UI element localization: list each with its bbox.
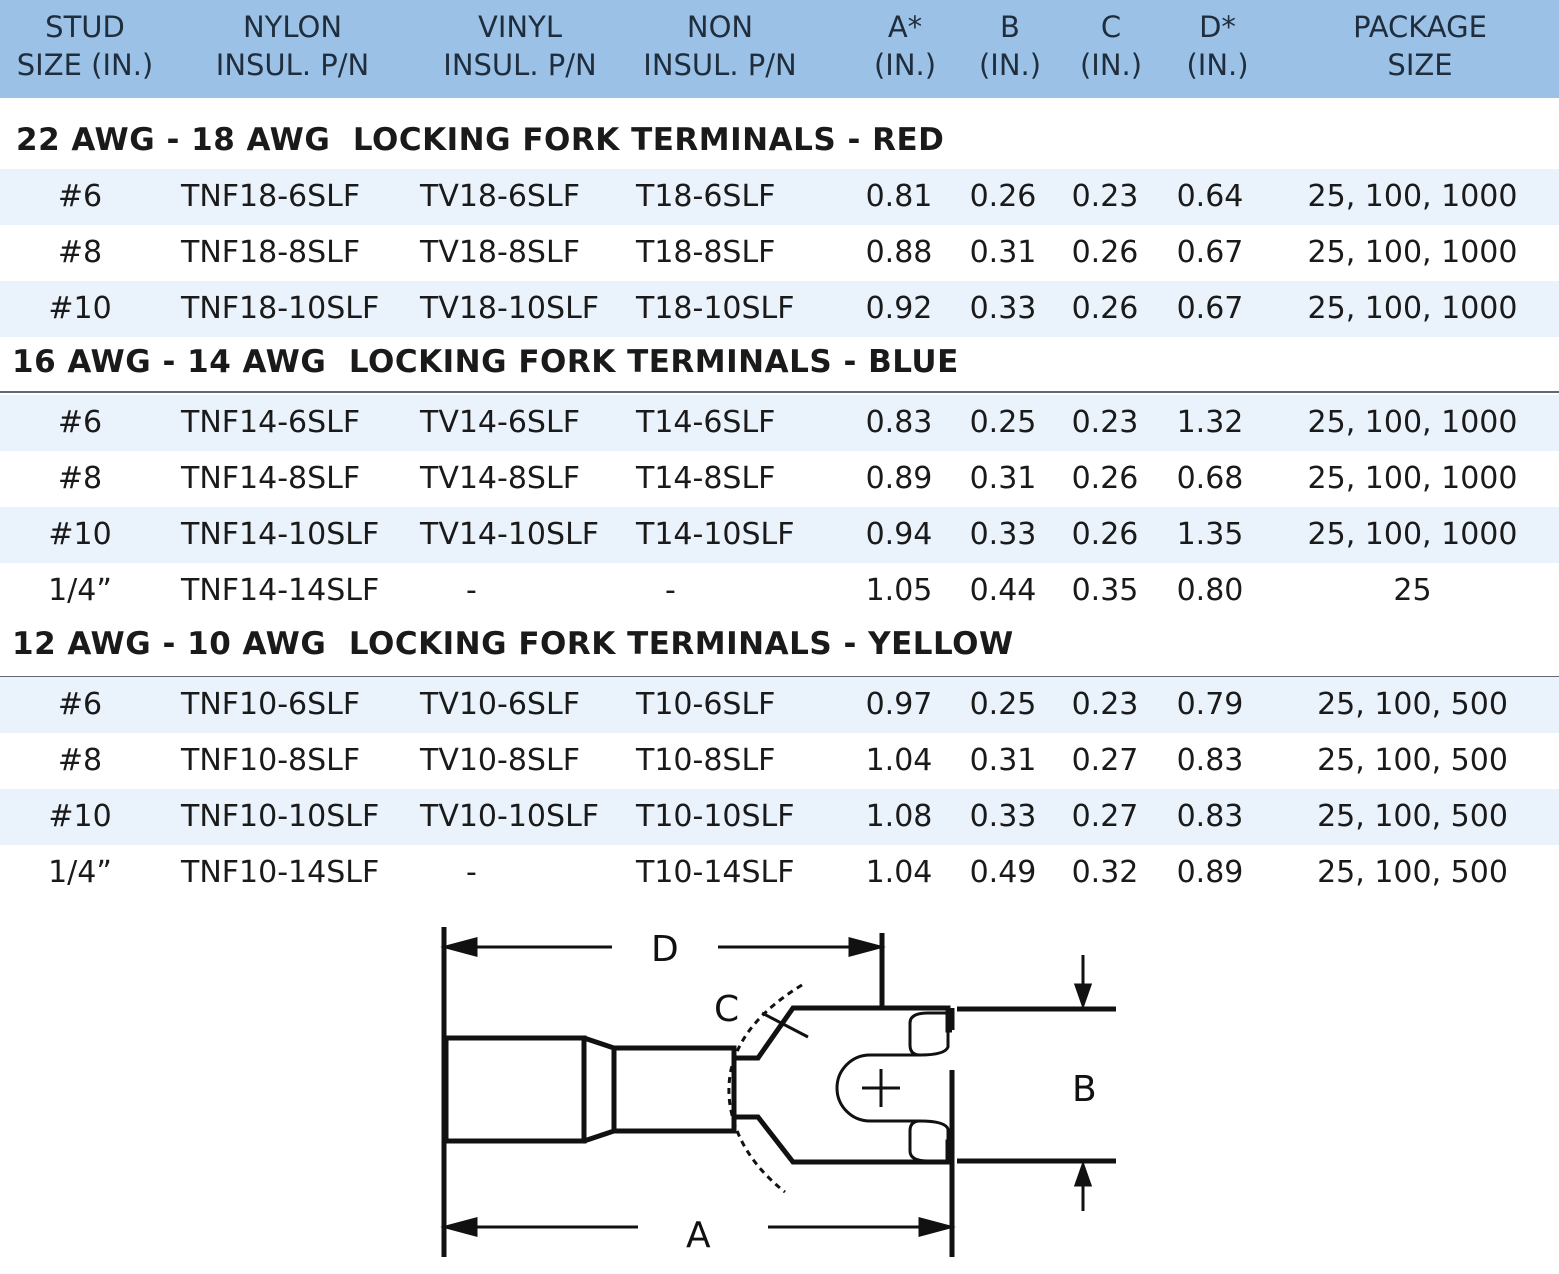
cell-nylon-pn: TNF10-6SLF — [181, 687, 361, 722]
cell-dim-a: 0.81 — [865, 179, 933, 214]
cell-non-insul-pn: T14-8SLF — [636, 461, 776, 496]
cell-vinyl-pn: TV18-6SLF — [420, 179, 580, 214]
cell-dim-a: 0.88 — [865, 235, 933, 270]
cell-vinyl-pn: TV14-8SLF — [420, 461, 580, 496]
cell-nylon-pn: TNF10-8SLF — [181, 743, 361, 778]
cell-dim-c: 0.23 — [1071, 405, 1139, 440]
cell-dim-d: 0.67 — [1176, 291, 1244, 326]
cell-dim-a: 1.08 — [865, 799, 933, 834]
table-row — [0, 451, 1559, 507]
header-vinyl-pn: VINYL INSUL. P/N — [443, 10, 597, 82]
fork-terminal-diagram — [400, 905, 1160, 1274]
table-row — [0, 225, 1559, 281]
cell-dim-d: 1.32 — [1176, 405, 1244, 440]
cell-dim-c: 0.23 — [1071, 179, 1139, 214]
cell-vinyl-pn: TV18-10SLF — [420, 291, 600, 326]
cell-package-size: 25 — [1393, 573, 1432, 608]
cell-dim-c: 0.27 — [1071, 799, 1139, 834]
table-row — [0, 733, 1559, 789]
cell-stud-size: #8 — [57, 461, 103, 496]
cell-dim-a: 0.83 — [865, 405, 933, 440]
header-b: B (IN.) — [978, 10, 1042, 82]
cell-package-size: 25, 100, 500 — [1317, 855, 1508, 890]
cell-stud-size: #10 — [48, 291, 112, 326]
table-row — [0, 845, 1559, 901]
cell-vinyl-pn: TV10-10SLF — [420, 799, 600, 834]
cell-package-size: 25, 100, 1000 — [1307, 517, 1518, 552]
cell-package-size: 25, 100, 1000 — [1307, 405, 1518, 440]
cell-dim-c: 0.32 — [1071, 855, 1139, 890]
cell-package-size: 25, 100, 500 — [1317, 743, 1508, 778]
header-package-size: PACKAGE SIZE — [1353, 10, 1487, 82]
cell-nylon-pn: TNF10-14SLF — [181, 855, 380, 890]
cell-dim-b: 0.49 — [969, 855, 1037, 890]
cell-dim-d: 0.83 — [1176, 799, 1244, 834]
cell-non-insul-pn: T10-10SLF — [636, 799, 795, 834]
stud-center-mark — [862, 1069, 900, 1107]
cell-dim-a: 1.04 — [865, 855, 933, 890]
cell-vinyl-pn: TV18-8SLF — [420, 235, 580, 270]
cell-non-insul-pn: T10-14SLF — [636, 855, 795, 890]
cell-stud-size: #10 — [48, 799, 112, 834]
section-title: 22 AWG - 18 AWG LOCKING FORK TERMINALS - RED — [16, 122, 945, 158]
cell-nylon-pn: TNF14-10SLF — [181, 517, 380, 552]
cell-dim-a: 1.04 — [865, 743, 933, 778]
fork-lower-arm — [734, 1117, 952, 1162]
cell-package-size: 25, 100, 500 — [1317, 687, 1508, 722]
label-c: C — [714, 989, 740, 1030]
table-row — [0, 789, 1559, 845]
cell-dim-d: 1.35 — [1176, 517, 1244, 552]
cell-dim-c: 0.27 — [1071, 743, 1139, 778]
cell-stud-size: #6 — [57, 687, 103, 722]
cell-package-size: 25, 100, 1000 — [1307, 179, 1518, 214]
cell-nylon-pn: TNF18-8SLF — [181, 235, 361, 270]
label-a: A — [686, 1215, 711, 1256]
cell-dim-d: 0.64 — [1176, 179, 1244, 214]
table-row — [0, 281, 1559, 337]
cell-nylon-pn: TNF14-14SLF — [181, 573, 380, 608]
header-d: D* (IN.) — [1186, 10, 1249, 82]
cell-stud-size: 1/4” — [48, 573, 112, 608]
cell-stud-size: #6 — [57, 405, 103, 440]
table-row — [0, 563, 1559, 619]
cell-dim-c: 0.26 — [1071, 291, 1139, 326]
cell-non-insul-pn: T14-10SLF — [636, 517, 795, 552]
cell-non-insul-pn: T10-6SLF — [636, 687, 776, 722]
cell-dim-b: 0.33 — [969, 291, 1037, 326]
cell-non-insul-pn: T10-8SLF — [636, 743, 776, 778]
cell-nylon-pn: TNF10-10SLF — [181, 799, 380, 834]
cell-dim-d: 0.79 — [1176, 687, 1244, 722]
cell-vinyl-pn: TV10-6SLF — [420, 687, 580, 722]
cell-dim-b: 0.31 — [969, 743, 1037, 778]
table-row — [0, 507, 1559, 563]
label-d: D — [651, 929, 679, 970]
header-c: C (IN.) — [1079, 10, 1143, 82]
cell-dim-b: 0.26 — [969, 179, 1037, 214]
cell-vinyl-pn: TV14-10SLF — [420, 517, 600, 552]
cell-dim-c: 0.35 — [1071, 573, 1139, 608]
cell-vinyl-pn: - — [466, 573, 477, 608]
cell-stud-size: #8 — [57, 235, 103, 270]
cell-dim-a: 1.05 — [865, 573, 933, 608]
cell-non-insul-pn: T14-6SLF — [636, 405, 776, 440]
cell-package-size: 25, 100, 1000 — [1307, 291, 1518, 326]
cell-vinyl-pn: TV14-6SLF — [420, 405, 580, 440]
cell-stud-size: #8 — [57, 743, 103, 778]
cell-dim-a: 0.97 — [865, 687, 933, 722]
cell-dim-a: 0.92 — [865, 291, 933, 326]
table-row — [0, 169, 1559, 225]
cell-dim-d: 0.67 — [1176, 235, 1244, 270]
table-row — [0, 395, 1559, 451]
cell-dim-b: 0.33 — [969, 517, 1037, 552]
cell-package-size: 25, 100, 500 — [1317, 799, 1508, 834]
section-title: 16 AWG - 14 AWG LOCKING FORK TERMINALS - BLUE — [12, 344, 959, 380]
cell-dim-b: 0.31 — [969, 461, 1037, 496]
cell-non-insul-pn: T18-10SLF — [636, 291, 795, 326]
cell-dim-b: 0.25 — [969, 405, 1037, 440]
cell-non-insul-pn: T18-8SLF — [636, 235, 776, 270]
cell-dim-c: 0.26 — [1071, 235, 1139, 270]
cell-dim-b: 0.44 — [969, 573, 1037, 608]
cell-dim-c: 0.23 — [1071, 687, 1139, 722]
cell-package-size: 25, 100, 1000 — [1307, 461, 1518, 496]
cell-dim-b: 0.31 — [969, 235, 1037, 270]
cell-nylon-pn: TNF14-8SLF — [181, 461, 361, 496]
table-row — [0, 677, 1559, 733]
cell-dim-a: 0.89 — [865, 461, 933, 496]
cell-dim-c: 0.26 — [1071, 517, 1139, 552]
header-stud-size: STUD SIZE (IN.) — [16, 10, 154, 82]
header-nylon-pn: NYLON INSUL. P/N — [215, 10, 370, 82]
cell-dim-d: 0.83 — [1176, 743, 1244, 778]
cell-nylon-pn: TNF18-6SLF — [181, 179, 361, 214]
label-b: B — [1072, 1069, 1097, 1110]
section-title: 12 AWG - 10 AWG LOCKING FORK TERMINALS - YELLOW — [12, 626, 1014, 662]
cell-vinyl-pn: - — [466, 855, 477, 890]
cell-stud-size: #10 — [48, 517, 112, 552]
table-header — [0, 0, 1559, 98]
cell-package-size: 25, 100, 1000 — [1307, 235, 1518, 270]
cell-dim-d: 0.68 — [1176, 461, 1244, 496]
insulation-sleeve — [446, 1038, 584, 1141]
cell-stud-size: 1/4” — [48, 855, 112, 890]
cell-dim-c: 0.26 — [1071, 461, 1139, 496]
sleeve-taper — [584, 1038, 614, 1141]
cell-nylon-pn: TNF14-6SLF — [181, 405, 361, 440]
cell-dim-d: 0.80 — [1176, 573, 1244, 608]
header-non-insul-pn: NON INSUL. P/N — [643, 10, 797, 82]
cell-dim-d: 0.89 — [1176, 855, 1244, 890]
barrel — [614, 1048, 734, 1131]
section-rule — [0, 391, 1559, 393]
cell-non-insul-pn: - — [665, 573, 676, 608]
cell-dim-b: 0.33 — [969, 799, 1037, 834]
cell-dim-a: 0.94 — [865, 517, 933, 552]
cell-non-insul-pn: T18-6SLF — [636, 179, 776, 214]
cell-stud-size: #6 — [57, 179, 103, 214]
cell-vinyl-pn: TV10-8SLF — [420, 743, 580, 778]
cell-dim-b: 0.25 — [969, 687, 1037, 722]
cell-nylon-pn: TNF18-10SLF — [181, 291, 380, 326]
header-a: A* (IN.) — [873, 10, 937, 82]
